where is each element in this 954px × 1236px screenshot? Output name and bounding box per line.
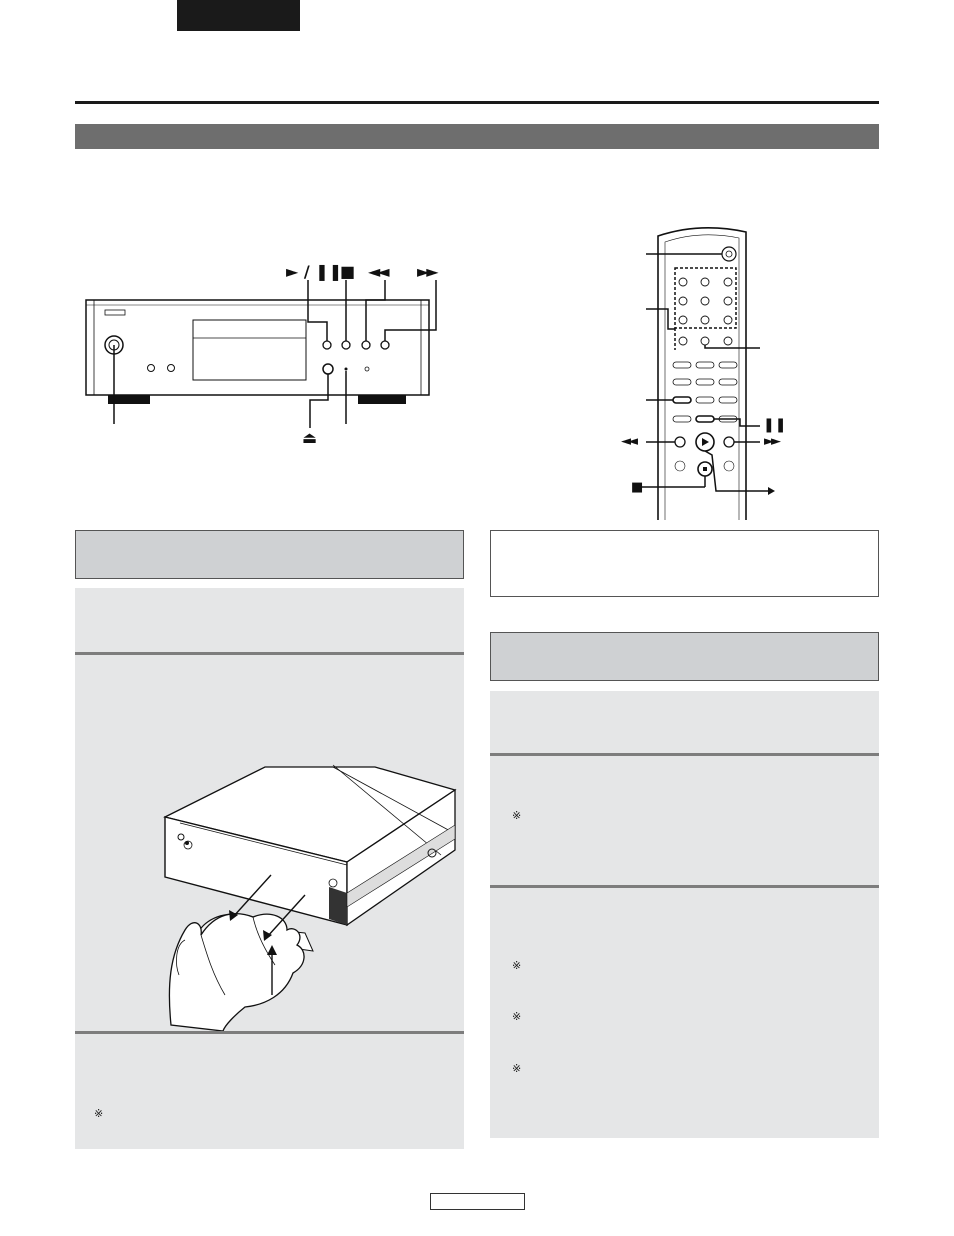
top-rule [75,101,879,104]
left-step-1 [75,588,464,652]
left-box-header [75,530,464,579]
right-step-3 [490,888,879,1138]
stop-label: ■ [340,262,356,281]
note-mark: ※ [512,1010,522,1023]
right-box-header [490,632,879,681]
note-mark: ※ [512,1062,522,1075]
eject-label: ⏏ [302,428,318,447]
remote-pause-label: ❚❚ [763,417,787,433]
language-tab [177,0,300,31]
note-mark: ※ [94,1107,104,1120]
section-title-bar [75,124,879,149]
skip-forward-label: ►► [417,262,436,281]
page-number-box [430,1193,525,1210]
disc-loading-illustration [75,655,464,1031]
remote-skip-forward-label: ►► [764,434,778,449]
right-step-1 [490,691,879,753]
left-step-3 [75,1034,464,1149]
remote-stop-label: ■ [631,480,644,495]
note-mark: ※ [512,809,522,822]
right-info-box [490,530,879,597]
note-mark: ※ [512,959,522,972]
right-step-2 [490,756,879,885]
play-pause-label: ► / ❚❚ [286,262,343,281]
left-step-2 [75,655,464,1031]
skip-back-label: ◄◄ [368,262,387,281]
remote-skip-back-label: ◄◄ [621,434,635,449]
